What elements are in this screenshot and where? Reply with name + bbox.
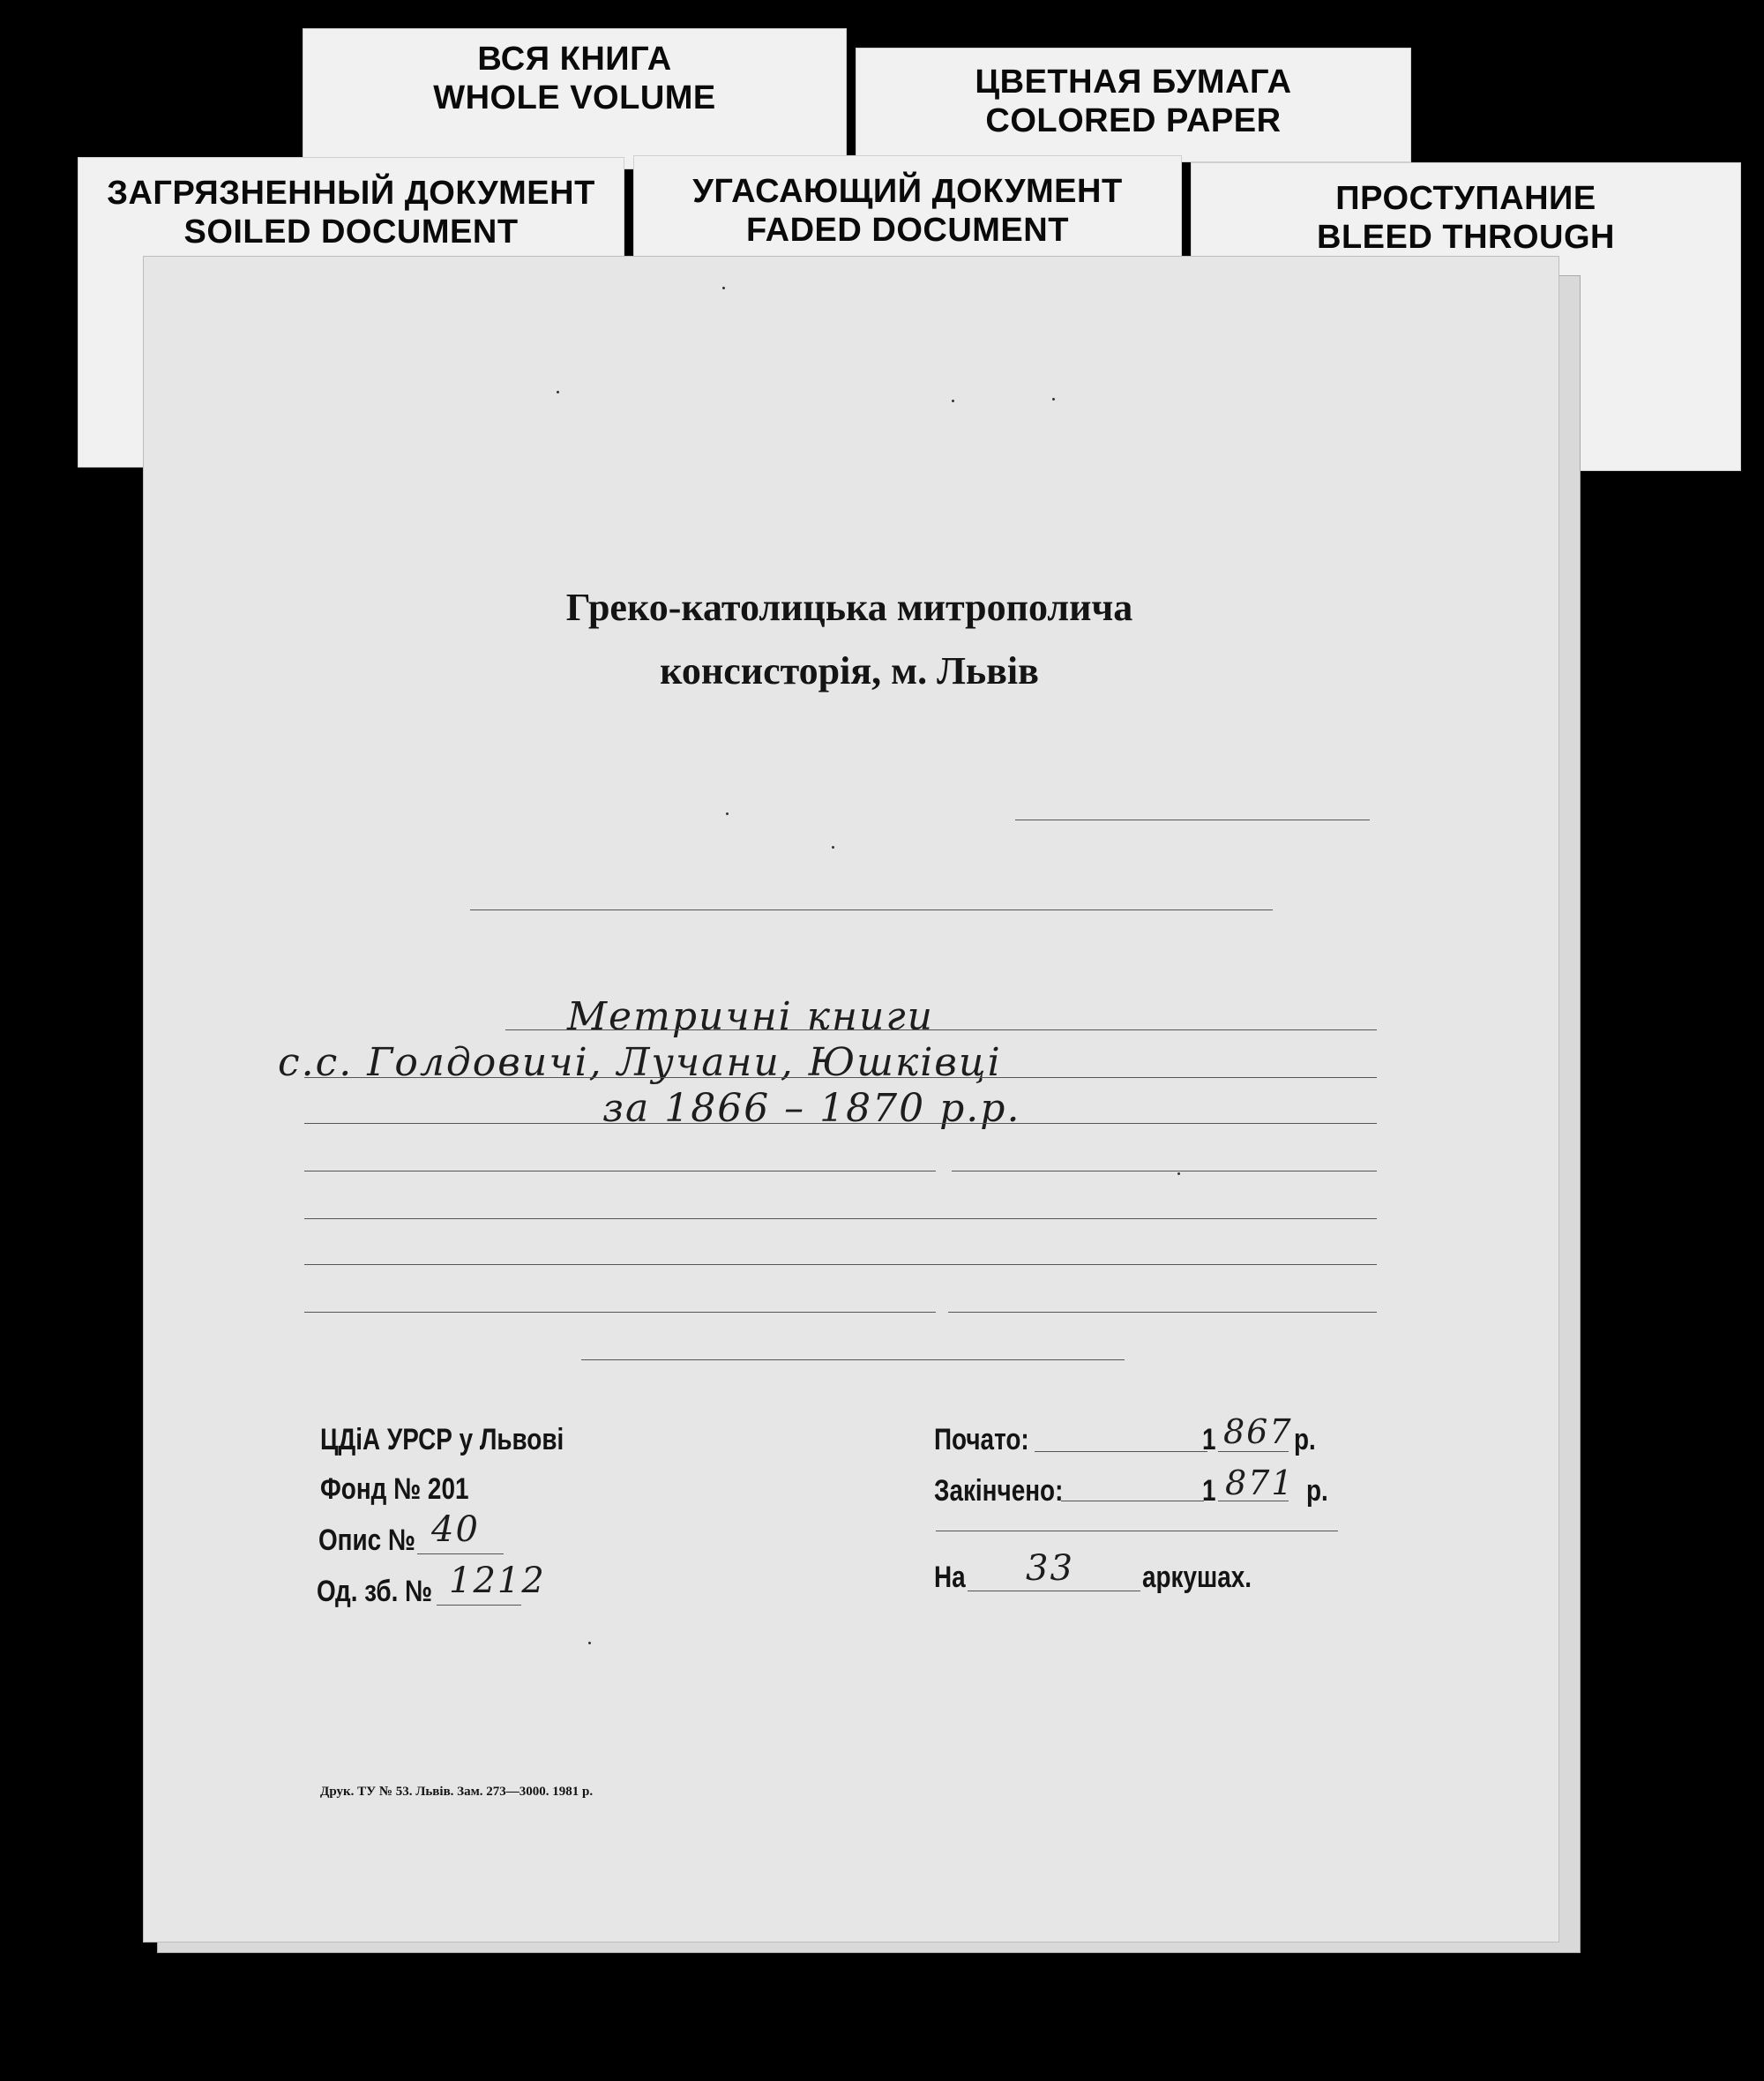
handwritten-line2: с.с. Голдовичі, Лучани, Юшківці — [278, 1040, 1002, 1085]
cover-title-line2: консисторія, м. Львів — [660, 649, 1039, 692]
paper-speck — [726, 812, 729, 815]
rule — [437, 1605, 521, 1606]
ended-suffix: р. — [1306, 1474, 1328, 1508]
opys-label: Опис № — [318, 1523, 415, 1557]
od-value: 1212 — [449, 1561, 546, 1601]
started-suffix: р. — [1294, 1423, 1316, 1456]
started-prefix: 1 — [1202, 1423, 1216, 1456]
tab-colored-paper — [856, 48, 1411, 162]
rule — [1218, 1451, 1289, 1452]
rule — [581, 1359, 1125, 1360]
rule — [948, 1312, 1377, 1313]
fond-label: Фонд № 201 — [320, 1472, 469, 1506]
printer-note: Друк. ТУ № 53. Львів. Зам. 273—3000. 1981 р. — [320, 1785, 594, 1799]
paper-speck — [832, 846, 834, 849]
rule — [1035, 1451, 1207, 1452]
tab-colored-paper-en: COLORED PAPER — [985, 102, 1282, 139]
archive-name: ЦДіА УРСР у Львові — [320, 1423, 564, 1456]
rule — [304, 1264, 1377, 1265]
sheets-prefix: На — [934, 1561, 966, 1594]
rule — [304, 1123, 1377, 1124]
opys-value: 40 — [431, 1509, 480, 1550]
tab-whole-volume — [303, 28, 847, 169]
handwritten-line1: Метричні книги — [567, 994, 934, 1039]
rule — [505, 1029, 1377, 1030]
paper-speck — [952, 400, 954, 402]
paper-speck — [588, 1642, 591, 1644]
started-label: Почато: — [934, 1423, 1029, 1456]
tab-whole-volume-en: WHOLE VOLUME — [433, 79, 716, 116]
rule — [304, 1312, 936, 1313]
started-value: 867 — [1223, 1412, 1293, 1451]
tab-soiled-document-en: SOILED DOCUMENT — [183, 213, 519, 251]
ended-prefix: 1 — [1202, 1474, 1216, 1508]
rule — [304, 1218, 1377, 1219]
paper-speck — [557, 391, 559, 393]
tab-whole-volume-ru: ВСЯ КНИГА — [477, 41, 672, 78]
od-label: Од. зб. № — [317, 1575, 433, 1608]
tab-colored-paper-ru: ЦВЕТНАЯ БУМАГА — [975, 64, 1292, 101]
handwritten-line3: за 1866 – 1870 р.р. — [602, 1086, 1021, 1131]
tab-faded-document-en: FADED DOCUMENT — [746, 212, 1069, 249]
tab-bleed-through-en: BLEED THROUGH — [1317, 219, 1615, 256]
tab-faded-document-ru: УГАСАЮЩИЙ ДОКУМЕНТ — [692, 173, 1123, 210]
tab-faded-document — [633, 155, 1182, 270]
rule — [304, 1077, 1377, 1078]
paper-speck — [722, 287, 725, 289]
cover-title-line1: Греко-католицька митрополича — [565, 586, 1133, 629]
paper-speck — [1177, 1172, 1180, 1175]
sheets-suffix: аркушах. — [1142, 1561, 1252, 1594]
sheets-value: 33 — [1026, 1548, 1074, 1589]
paper-speck — [1052, 398, 1055, 400]
ended-label: Закінчено: — [934, 1474, 1064, 1508]
tab-bleed-through-ru: ПРОСТУПАНИЕ — [1335, 180, 1596, 217]
cover-page — [143, 256, 1559, 1943]
tab-soiled-document-ru: ЗАГРЯЗНЕННЫЙ ДОКУМЕНТ — [107, 175, 595, 212]
rule — [417, 1553, 504, 1554]
ended-value: 871 — [1225, 1463, 1295, 1502]
